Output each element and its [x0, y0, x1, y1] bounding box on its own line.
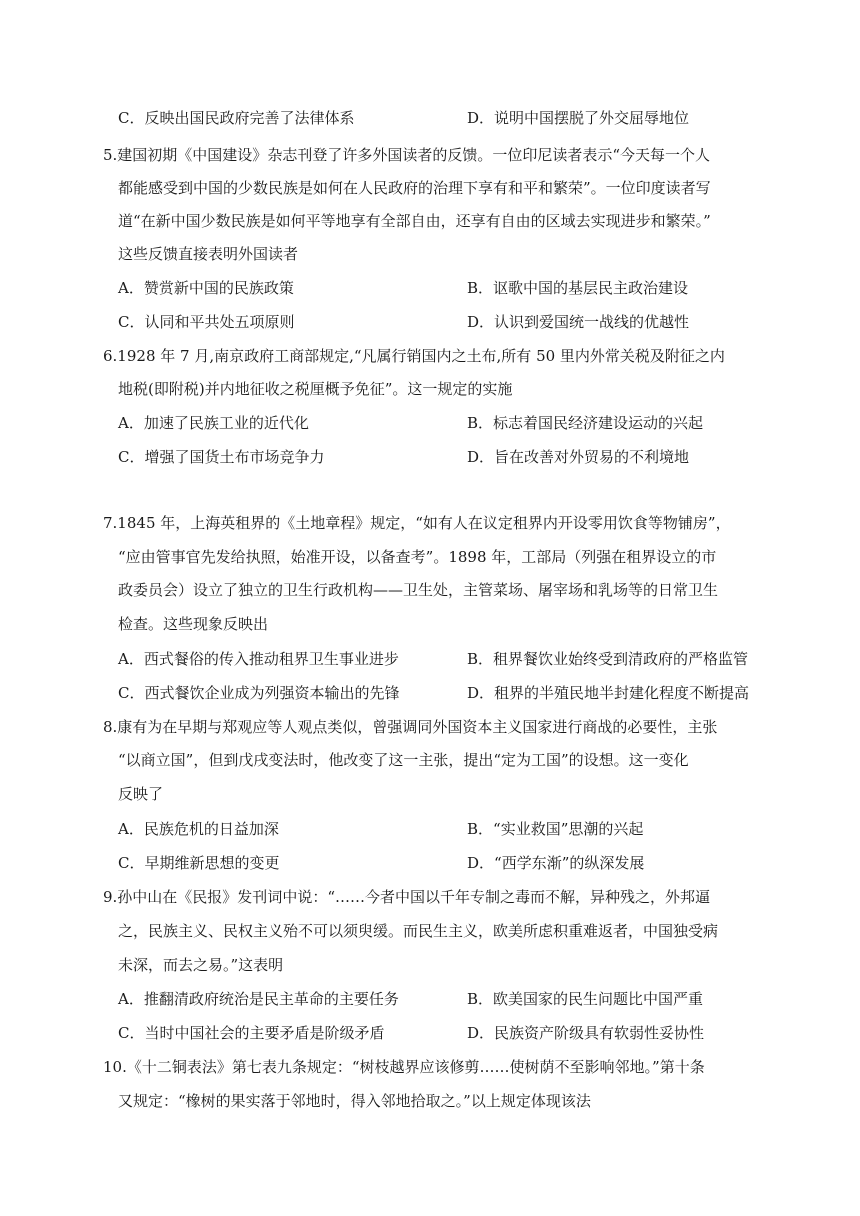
q10-stem-line-1: 10.《十二铜表法》第七表九条规定：“树枝越界应该修剪……使树荫不至影响邻地。”第十条 — [103, 1058, 705, 1076]
q5-option-a: A．赞赏新中国的民族政策 — [118, 279, 294, 297]
q5-stem-line-2: 都能感受到中国的少数民族是如何在人民政府的治理下享有和平和繁荣”。一位印度读者写 — [118, 179, 711, 197]
q6-option-b: B．标志着国民经济建设运动的兴起 — [467, 414, 704, 432]
q6-option-c: C．增强了国货土布市场竞争力 — [118, 448, 325, 466]
q9-option-a: A．推翻清政府统治是民主革命的主要任务 — [118, 990, 399, 1008]
q6-stem-line-2: 地税(即附税)并内地征收之税厘概予免征”。这一规定的实施 — [118, 380, 513, 398]
q9-option-b: B．欧美国家的民生问题比中国严重 — [467, 990, 704, 1008]
q7-stem-line-4: 检查。这些现象反映出 — [118, 615, 269, 633]
q9-option-d: D．民族资产阶级具有软弱性妥协性 — [467, 1024, 705, 1042]
q8-option-a: A．民族危机的日益加深 — [118, 820, 279, 838]
q5-stem-line-1: 5.建国初期《中国建设》杂志刊登了许多外国读者的反馈。一位印尼读者表示“今天每一个人 — [103, 146, 710, 164]
q7-option-a: A．西式餐俗的传入推动租界卫生事业进步 — [118, 650, 399, 668]
q9-stem-line-1: 9.孙中山在《民报》发刊词中说：“……今者中国以千年专制之毒而不解，异种残之，外邦逼 — [103, 888, 710, 906]
q5-stem-line-4: 这些反馈直接表明外国读者 — [118, 245, 299, 263]
q5-option-b: B．讴歌中国的基层民主政治建设 — [467, 279, 689, 297]
q9-stem-line-2: 之，民族主义、民权主义殆不可以须臾缓。而民生主义，欧美所虑积重难返者，中国独受病 — [118, 922, 719, 940]
q4-option-d: D．说明中国摆脱了外交屈辱地位 — [467, 109, 690, 127]
q8-stem-line-3: 反映了 — [118, 785, 164, 803]
q6-stem-line-1: 6.1928 年 7 月,南京政府工商部规定,“凡属行销国内之土布,所有 50 里内外常关税及附征之内 — [103, 347, 725, 365]
q7-stem-line-2: “应由管事官先发给执照，始准开设，以备查考”。1898 年，工部局（列强在租界设立的市 — [118, 548, 717, 566]
q9-option-c: C．当时中国社会的主要矛盾是阶级矛盾 — [118, 1024, 385, 1042]
q7-option-d: D．租界的半殖民地半封建化程度不断提高 — [467, 684, 750, 702]
q5-option-c: C．认同和平共处五项原则 — [118, 313, 295, 331]
q9-stem-line-3: 未深，而去之易。”这表明 — [118, 956, 284, 974]
q8-option-d: D．“西学东渐”的纵深发展 — [467, 854, 645, 872]
q7-option-b: B．租界餐饮业始终受到清政府的严格监管 — [467, 650, 749, 668]
q7-stem-line-3: 政委员会）设立了独立的卫生行政机构——卫生处，主管菜场、屠宰场和乳场等的日常卫生 — [118, 581, 719, 599]
q6-option-d: D．旨在改善对外贸易的不利境地 — [467, 448, 690, 466]
q8-option-c: C．早期维新思想的变更 — [118, 854, 280, 872]
q8-option-b: B．“实业救国”思潮的兴起 — [467, 820, 644, 838]
q10-stem-line-2: 又规定：“橡树的果实落于邻地时，得入邻地拾取之。”以上规定体现该法 — [118, 1092, 591, 1110]
q7-stem-line-1: 7.1845 年，上海英租界的《土地章程》规定，“如有人在议定租界内开设零用饮食等物铺房”， — [103, 514, 731, 532]
q8-stem-line-2: “以商立国”，但到戊戌变法时，他改变了这一主张，提出“定为工国”的设想。这一变化 — [118, 751, 689, 769]
q4-option-c: C．反映出国民政府完善了法律体系 — [118, 109, 355, 127]
q5-stem-line-3: 道“在新中国少数民族是如何平等地享有全部自由，还享有自由的区域去实现进步和繁荣。” — [118, 212, 711, 230]
q8-stem-line-1: 8.康有为在早期与郑观应等人观点类似，曾强调同外国资本主义国家进行商战的必要性，主张 — [103, 718, 718, 736]
q6-option-a: A．加速了民族工业的近代化 — [118, 414, 309, 432]
q5-option-d: D．认识到爱国统一战线的优越性 — [467, 313, 690, 331]
q7-option-c: C．西式餐饮企业成为列强资本输出的先锋 — [118, 684, 400, 702]
